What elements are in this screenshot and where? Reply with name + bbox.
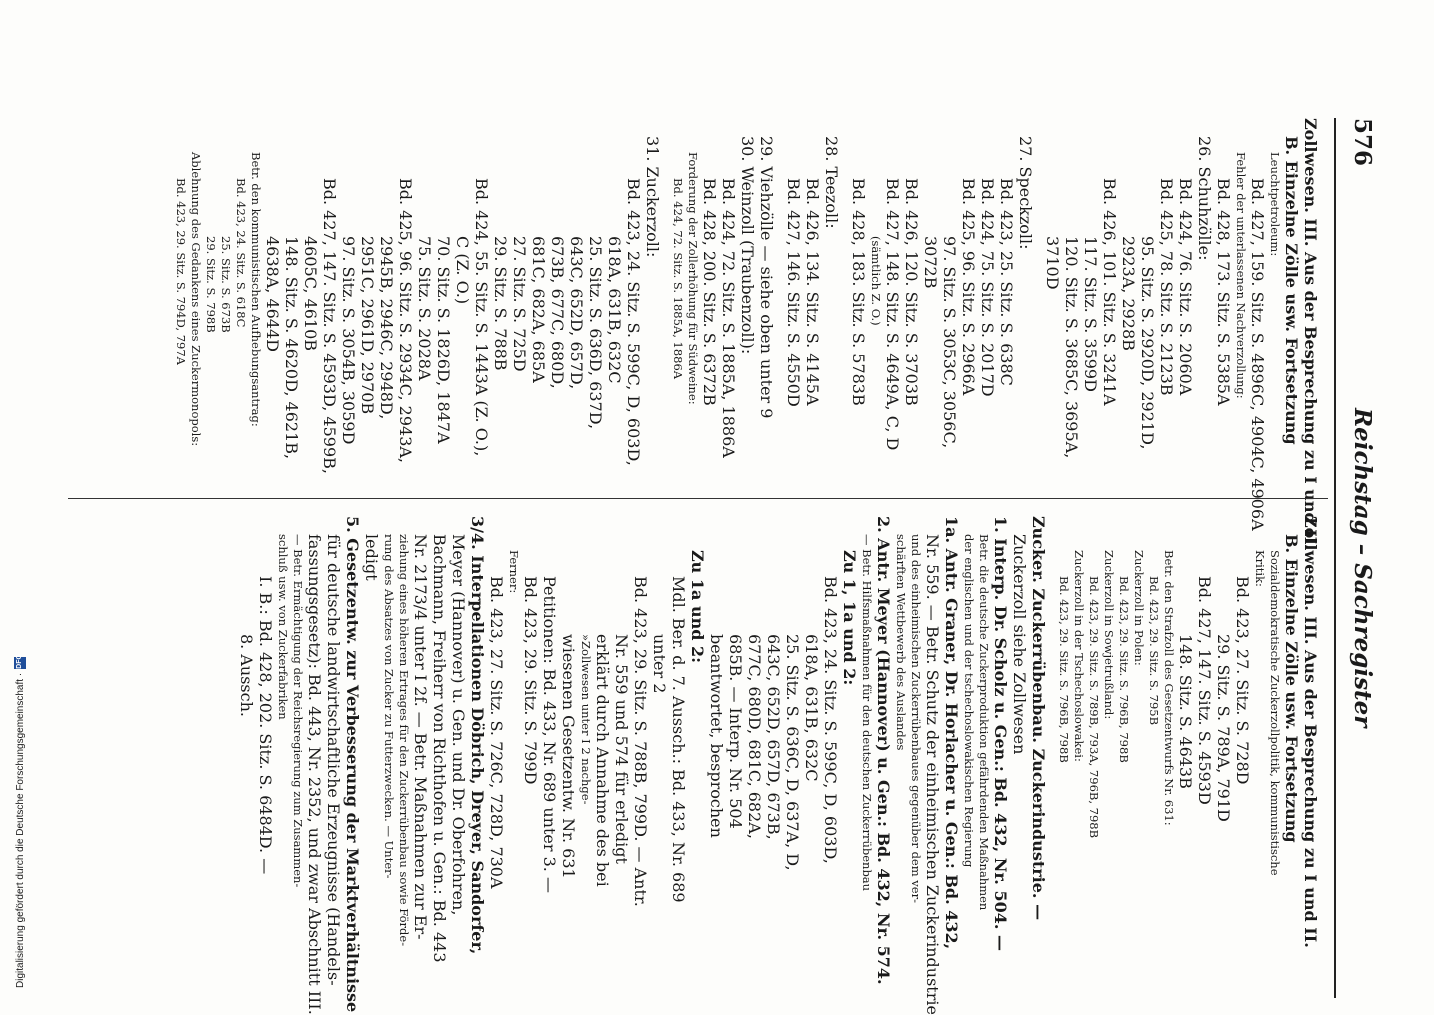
digitization-footer	[14, 654, 26, 988]
right-column-line: beantwortet, besprochen	[707, 634, 726, 838]
right-column-line: Bd. 423, 27. Sitz. S. 726C, 728D, 730A	[487, 576, 506, 889]
right-column-line: ziehung eines höheren Ertrages für den Zuckerrübenbau sowie Förde-	[397, 534, 411, 947]
left-column-line: 95. Sitz. S. 2920D, 2921D,	[1138, 236, 1157, 450]
rotated-page	[20, 118, 1380, 1015]
left-column-line: 70. Sitz. S. 1826D, 1847A	[434, 236, 453, 444]
left-column-line: 3710D	[1043, 236, 1062, 290]
right-column-line: schärften Wettbewerb des Auslandes	[894, 534, 908, 751]
left-column-line: 673B, 677C, 680D,	[548, 236, 567, 389]
left-column-line: 681C, 682A, 685A	[529, 236, 548, 383]
left-column-line: 75. Sitz. S. 2028A	[415, 236, 434, 381]
left-column-line: Betr. den kommunistischen Aufhebungsantrag:	[249, 152, 263, 427]
left-column-line: Bd. 426, 120. Sitz. S. 3703B	[902, 178, 921, 406]
left-column-line: 117. Sitz. S. 3599D	[1081, 236, 1100, 392]
right-column-line: Bd. 423, 29. Sitz. S. 789B, 793A, 796B, 798B	[1087, 576, 1101, 839]
dfg-logo: DFG	[14, 657, 26, 669]
right-column-line: ledigt	[362, 534, 381, 581]
right-column-line: Bd. 423, 29. Sitz. S. 795B	[1147, 576, 1161, 726]
left-column-line: Bd. 428, 173. Sitz. S. 5385A	[1214, 178, 1233, 406]
right-column-line: Nr. 559 und 574 für erledigt	[612, 634, 631, 864]
right-column-line: Bd. 423, 24. Sitz. S. 599C, D, 603D,	[821, 576, 840, 864]
left-column-line: 618A, 631B, 632C	[605, 236, 624, 384]
left-column-line: 4638A, 4644D	[263, 236, 282, 352]
right-column-line: Ferner:	[507, 550, 521, 594]
right-column-line: 8. Aussch.	[237, 634, 256, 717]
right-column-line: 1. Interp. Dr. Scholz u. Gen.: Bd. 432, Nr. 504. —	[991, 516, 1010, 951]
right-column-line: Zucker. Zuckerrübenbau. Zuckerindustrie. —	[1029, 516, 1048, 921]
left-column-line: Bd. 424, 55. Sitz. S. 1443A (Z. O.),	[472, 178, 491, 457]
right-column-line: 643C, 652D, 657D, 673B,	[764, 634, 783, 840]
left-column-line: 25. Sitz. S. 673B	[219, 236, 233, 333]
left-column-line: Zollwesen. III. Aus der Besprechung zu I und II.	[1301, 118, 1320, 550]
left-column-line: Bd. 424, 72. Sitz. S. 1885A, 1886A	[671, 178, 685, 380]
right-column-line: Zuckerzoll siehe Zollwesen	[1010, 534, 1029, 755]
right-column-line: Bd. 423, 29. Sitz. S. 799D	[521, 576, 540, 785]
left-column-line: Bd. 428, 183. Sitz. S. 5783B	[849, 178, 868, 406]
left-column-line: 29. Sitz. S. 798B	[204, 236, 218, 333]
right-column-line: Zuckerzoll in Sowjetrußland:	[1102, 550, 1116, 720]
right-column-line: Nr. 2173/4 unter I 2f. — Betr. Maßnahmen zur Er-	[411, 534, 430, 940]
right-column-line: Zuckerzoll in Polen:	[1132, 550, 1146, 666]
right-column-line: 685B. — Interp. Nr. 504	[726, 634, 745, 829]
right-column-line: Nr. 559. — Betr. Schutz der einheimischen Zuckerindustrie	[923, 534, 942, 1015]
left-column-line: Bd. 425, 96. Sitz. S. 2966A	[959, 178, 978, 396]
left-column-line: B. Einzelne Zölle usw. Fortsetzung	[1282, 136, 1301, 445]
left-column-line: Bd. 427, 146. Sitz. S. 4550D	[784, 178, 803, 407]
right-column-line: Betr. den Strafzoll des Gesetzentwurfs Nr. 631:	[1162, 550, 1176, 826]
right-column-line: 2. Antr. Meyer (Hannover) u. Gen.: Bd. 432, Nr. 574.	[874, 516, 893, 985]
right-column-line: wiesenen Gesetzentw. Nr. 631	[559, 634, 578, 879]
right-column-line: Zu 1, 1a und 2:	[840, 550, 859, 686]
right-column-line: B. Einzelne Zölle usw. Fortsetzung	[1282, 534, 1301, 843]
left-column-line: 4605C, 4610B	[301, 236, 320, 352]
right-column-line: 148. Sitz. S. 4643B	[1176, 634, 1195, 789]
right-column-line: Mdl. Ber. d. 7. Aussch.: Bd. 433, Nr. 689	[669, 576, 688, 903]
left-column-line: 2923A, 2928B	[1119, 236, 1138, 351]
left-column-line: 29. Sitz. S. 788B	[491, 236, 510, 371]
left-column-line: 97. Sitz. S. 3053C, 3056C,	[940, 236, 959, 449]
left-column-line: Bd. 426, 101. Sitz. S. 3241A	[1100, 178, 1119, 406]
left-column-line: 26. Schuhzölle:	[1195, 136, 1214, 261]
left-column-line: 148. Sitz. S. 4620D, 4621B,	[282, 236, 301, 460]
right-column	[237, 516, 1320, 1015]
right-column-line: für deutsche landwirtschaftliche Erzeugnisse (Handels-	[324, 534, 343, 986]
right-column-line: — Betr. Hilfsmaßnahmen für den deutschen Zuckerrübenbau	[860, 534, 874, 892]
right-column-line: Bd. 423, 29. Sitz. S. 788B, 799D. — Antr.	[631, 576, 650, 907]
right-column-line: 1a. Antr. Graner, Dr. Horlacher u. Gen.: Bd. 432,	[942, 516, 961, 950]
left-column-line: Bd. 428, 200. Sitz. S. 6372B	[700, 178, 719, 406]
right-column-line: Meyer (Hannover) u. Gen. und Dr. Oberfohren,	[449, 534, 468, 916]
left-column-line: Bd. 423, 29. Sitz. S. 794D, 797A	[174, 178, 188, 365]
right-column-line: »Zollwesen unter I 2 nachge-	[579, 634, 593, 805]
right-column-line: und des einheimischen Zuckerrübenbaues gegenüber dem ver-	[909, 534, 923, 903]
left-column-line: 2945B, 2946C, 2948D,	[377, 236, 396, 420]
left-column-line: Bd. 423, 24. Sitz. S. 618C	[234, 178, 248, 328]
page-number: 576	[1349, 118, 1376, 167]
left-column-line: Bd. 425, 96. Sitz. S. 2934C, 2943A,	[396, 178, 415, 464]
right-column-line: Bd. 423, 27. Sitz. S. 728D	[1233, 576, 1252, 785]
left-column-line: Forderung der Zollerhöhung für Südweine:	[686, 152, 700, 405]
column-divider	[68, 498, 1328, 499]
left-column-line: Bd. 427, 148. Sitz. S. 4649A, C, D	[883, 178, 902, 451]
left-column-line: Bd. 425, 78. Sitz. S. 2123B	[1157, 178, 1176, 396]
left-column-line: 31. Zuckerzoll:	[643, 136, 662, 258]
left-column-line: 97. Sitz. S. 3054B, 3059D	[339, 236, 358, 445]
left-column-line: C (Z. O.)	[453, 236, 472, 305]
left-column-line: Fehler der unterlassenen Nachverzollung:	[1234, 152, 1248, 399]
running-header	[1340, 118, 1380, 998]
left-column-line: 29. Viehzölle — siehe oben unter 9	[757, 136, 776, 419]
left-column-line: Bd. 424, 75. Sitz. S. 2017D	[978, 178, 997, 397]
left-column-line: Bd. 426, 134. Sitz. S. 4145A	[803, 178, 822, 406]
left-column	[173, 118, 1320, 550]
left-column-line: 120. Sitz. S. 3685C, 3695A,	[1062, 236, 1081, 459]
right-column-line: 25. Sitz. S. 636C, D, 637A, D,	[783, 634, 802, 871]
right-column-line: Betr. die deutsche Zuckerproduktion gefährdenden Maßnahmen	[977, 534, 991, 911]
right-column-line: der englischen und der tschechoslowakischen Regierung	[962, 534, 976, 868]
footer-text: Digitalisierung gefördert durch die Deutsche Forschungsgemeinschaft ·	[14, 672, 26, 988]
right-column-line: erklärt durch Annahme des bei	[593, 634, 612, 887]
right-column-line: 618A, 631B, 632C	[802, 634, 821, 782]
left-column-line: 27. Speckzoll:	[1016, 136, 1035, 250]
left-column-line: 30. Weinzoll (Traubenzoll):	[738, 136, 757, 355]
right-column-line: Bachmann, Freiherr von Richthofen u. Gen.: Bd. 443	[430, 534, 449, 963]
right-column-line: Kritik:	[1253, 550, 1267, 587]
right-column-line: rung des Absatzes von Zucker zu Futterzwecken. — Unter-	[382, 534, 396, 879]
right-column-line: Zu 1a und 2:	[688, 550, 707, 664]
right-column-line: Zuckerzoll in der Tschechoslowakei:	[1072, 550, 1086, 762]
left-column-line: (sämtlich Z. O.)	[869, 236, 883, 326]
running-title: Reichstag – Sachregister	[1349, 408, 1376, 728]
right-column-line: 677C, 680D, 681C, 682A,	[745, 634, 764, 839]
right-column-line: schluß usw. von Zuckerfabriken	[276, 534, 290, 720]
left-column-line: 643C, 652D, 657D,	[567, 236, 586, 390]
right-column-line: unter 2	[650, 634, 669, 694]
left-column-line: 3072B	[921, 236, 940, 289]
left-column-line: Leuchtpetroleum:	[1268, 152, 1282, 257]
left-column-line: Bd. 424, 72. Sitz. S. 1885A, 1886A	[719, 178, 738, 458]
right-column-line: 3/4. Interpellationen Döbrich, Dreyer, Sandorfer,	[468, 516, 487, 955]
left-column-line: 25. Sitz. S. 636D, 637D,	[586, 236, 605, 430]
right-column-line: 5. Gesetzentw. zur Verbesserung der Marktverhältnisse	[343, 516, 362, 1013]
right-column-line: fassungsgesetz): Bd. 443, Nr. 2352, und zwar Abschnitt III.	[305, 534, 324, 1015]
left-column-line: Bd. 427, 159. Sitz. S. 4896C, 4904C, 4906A	[1248, 178, 1267, 531]
right-column-line: I. B.: Bd. 428, 202. Sitz. S. 6484D. —	[256, 576, 275, 875]
right-column-line: Bd. 423, 29. Sitz. S. 796B, 798B	[1057, 576, 1071, 763]
left-column-line: 27. Sitz. S. 725D	[510, 236, 529, 372]
left-column-line: Bd. 423, 25. Sitz. S. 638C	[997, 178, 1016, 386]
left-column-line: 2951C, 2961D, 2970B	[358, 236, 377, 415]
right-column-line: — Betr. Ermächtigung der Reichsregierung zum Zusammen-	[291, 534, 305, 888]
left-column-line: Ablehnung des Gedankens eines Zuckermonopols:	[189, 152, 203, 447]
left-column-line: 28. Teezoll:	[822, 136, 841, 229]
right-column-line: Petitionen: Bd. 433, Nr. 689 unter 3. —	[540, 576, 559, 893]
header-rule	[1334, 118, 1336, 998]
left-column-line: Bd. 427, 147. Sitz. S. 4593D, 4599B,	[320, 178, 339, 474]
left-column-line: Bd. 423, 24. Sitz. S. 599C, D, 603D,	[624, 178, 643, 466]
right-column-line: Bd. 427, 147. Sitz. S. 4593D	[1195, 576, 1214, 805]
left-column-line: Bd. 424, 76. Sitz. S. 2060A	[1176, 178, 1195, 396]
right-column-line: Bd. 423, 29. Sitz. S. 796B, 798B	[1117, 576, 1131, 763]
right-column-line: Zollwesen. III. Aus der Besprechung zu I und II.	[1301, 516, 1320, 948]
right-column-line: 29. Sitz. S. 789A, 791D	[1214, 634, 1233, 822]
right-column-line: Sozialdemokratische Zuckerzollpolitik, kommunistische	[1268, 550, 1282, 876]
